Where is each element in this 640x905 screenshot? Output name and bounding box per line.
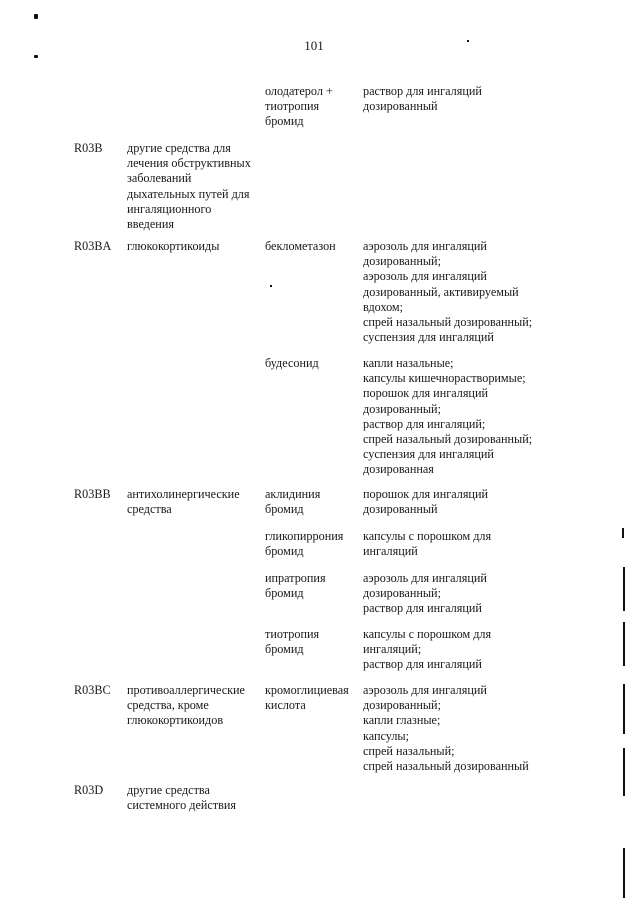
scan-edge-mark	[623, 748, 625, 796]
dosage-form: раствор для ингаляций дозированный	[363, 84, 482, 114]
scan-edge-mark	[622, 528, 624, 538]
atc-code: R03BB	[74, 487, 111, 501]
dosage-form: порошок для ингаляций дозированный	[363, 487, 488, 517]
scan-speck	[34, 14, 38, 19]
scan-edge-mark	[623, 622, 625, 666]
scan-edge-mark	[623, 684, 625, 734]
atc-code: R03D	[74, 783, 104, 797]
dosage-form: аэрозоль для ингаляций дозированный; раствор для ингаляций	[363, 571, 487, 616]
drug-name: беклометазон	[265, 239, 336, 253]
drug-name: будесонид	[265, 356, 319, 370]
drug-name: гликопиррония бромид	[265, 529, 344, 559]
drug-name: ипратропия бромид	[265, 571, 326, 601]
atc-code: R03B	[74, 141, 103, 155]
drug-name: олодатерол + тиотропия бромид	[265, 84, 333, 129]
drug-name: аклидиния бромид	[265, 487, 321, 517]
dosage-form: аэрозоль для ингаляций дозированный; капли глазные; капсулы; спрей назальный; спрей назальный дозированный	[363, 683, 529, 774]
pharmacological-group: другие средства для лечения обструктивных заболеваний дыхательных путей для ингаляционного введения	[127, 141, 251, 232]
scan-speck	[270, 285, 272, 287]
dosage-form: капсулы с порошком для ингаляций; раствор для ингаляций	[363, 627, 492, 672]
page-number: 101	[304, 38, 324, 53]
dosage-form: капсулы с порошком для ингаляций	[363, 529, 492, 559]
pharmacological-group: другие средства системного действия	[127, 783, 236, 813]
pharmacological-group: глюкокортикоиды	[127, 239, 220, 253]
atc-code: R03BC	[74, 683, 111, 697]
pharmacological-group: антихолинергические средства	[127, 487, 240, 517]
pharmacological-group: противоаллергические средства, кроме глюкокортикоидов	[127, 683, 245, 728]
dosage-form: капли назальные; капсулы кишечнорастворимые; порошок для ингаляций дозированный; раствор для ингаляций; спрей назальный дозированный; суспензия для ингаляций дозированная	[363, 356, 533, 477]
scan-speck	[34, 55, 38, 58]
dosage-form: аэрозоль для ингаляций дозированный; аэрозоль для ингаляций дозированный, активируемый вдохом; спрей назальный дозированный; суспензия для ингаляций	[363, 239, 533, 345]
drug-name: кромоглициевая кислота	[265, 683, 349, 713]
atc-code: R03BA	[74, 239, 112, 253]
scan-edge-mark	[623, 848, 625, 898]
drug-name: тиотропия бромид	[265, 627, 320, 657]
scan-edge-mark	[623, 567, 625, 611]
